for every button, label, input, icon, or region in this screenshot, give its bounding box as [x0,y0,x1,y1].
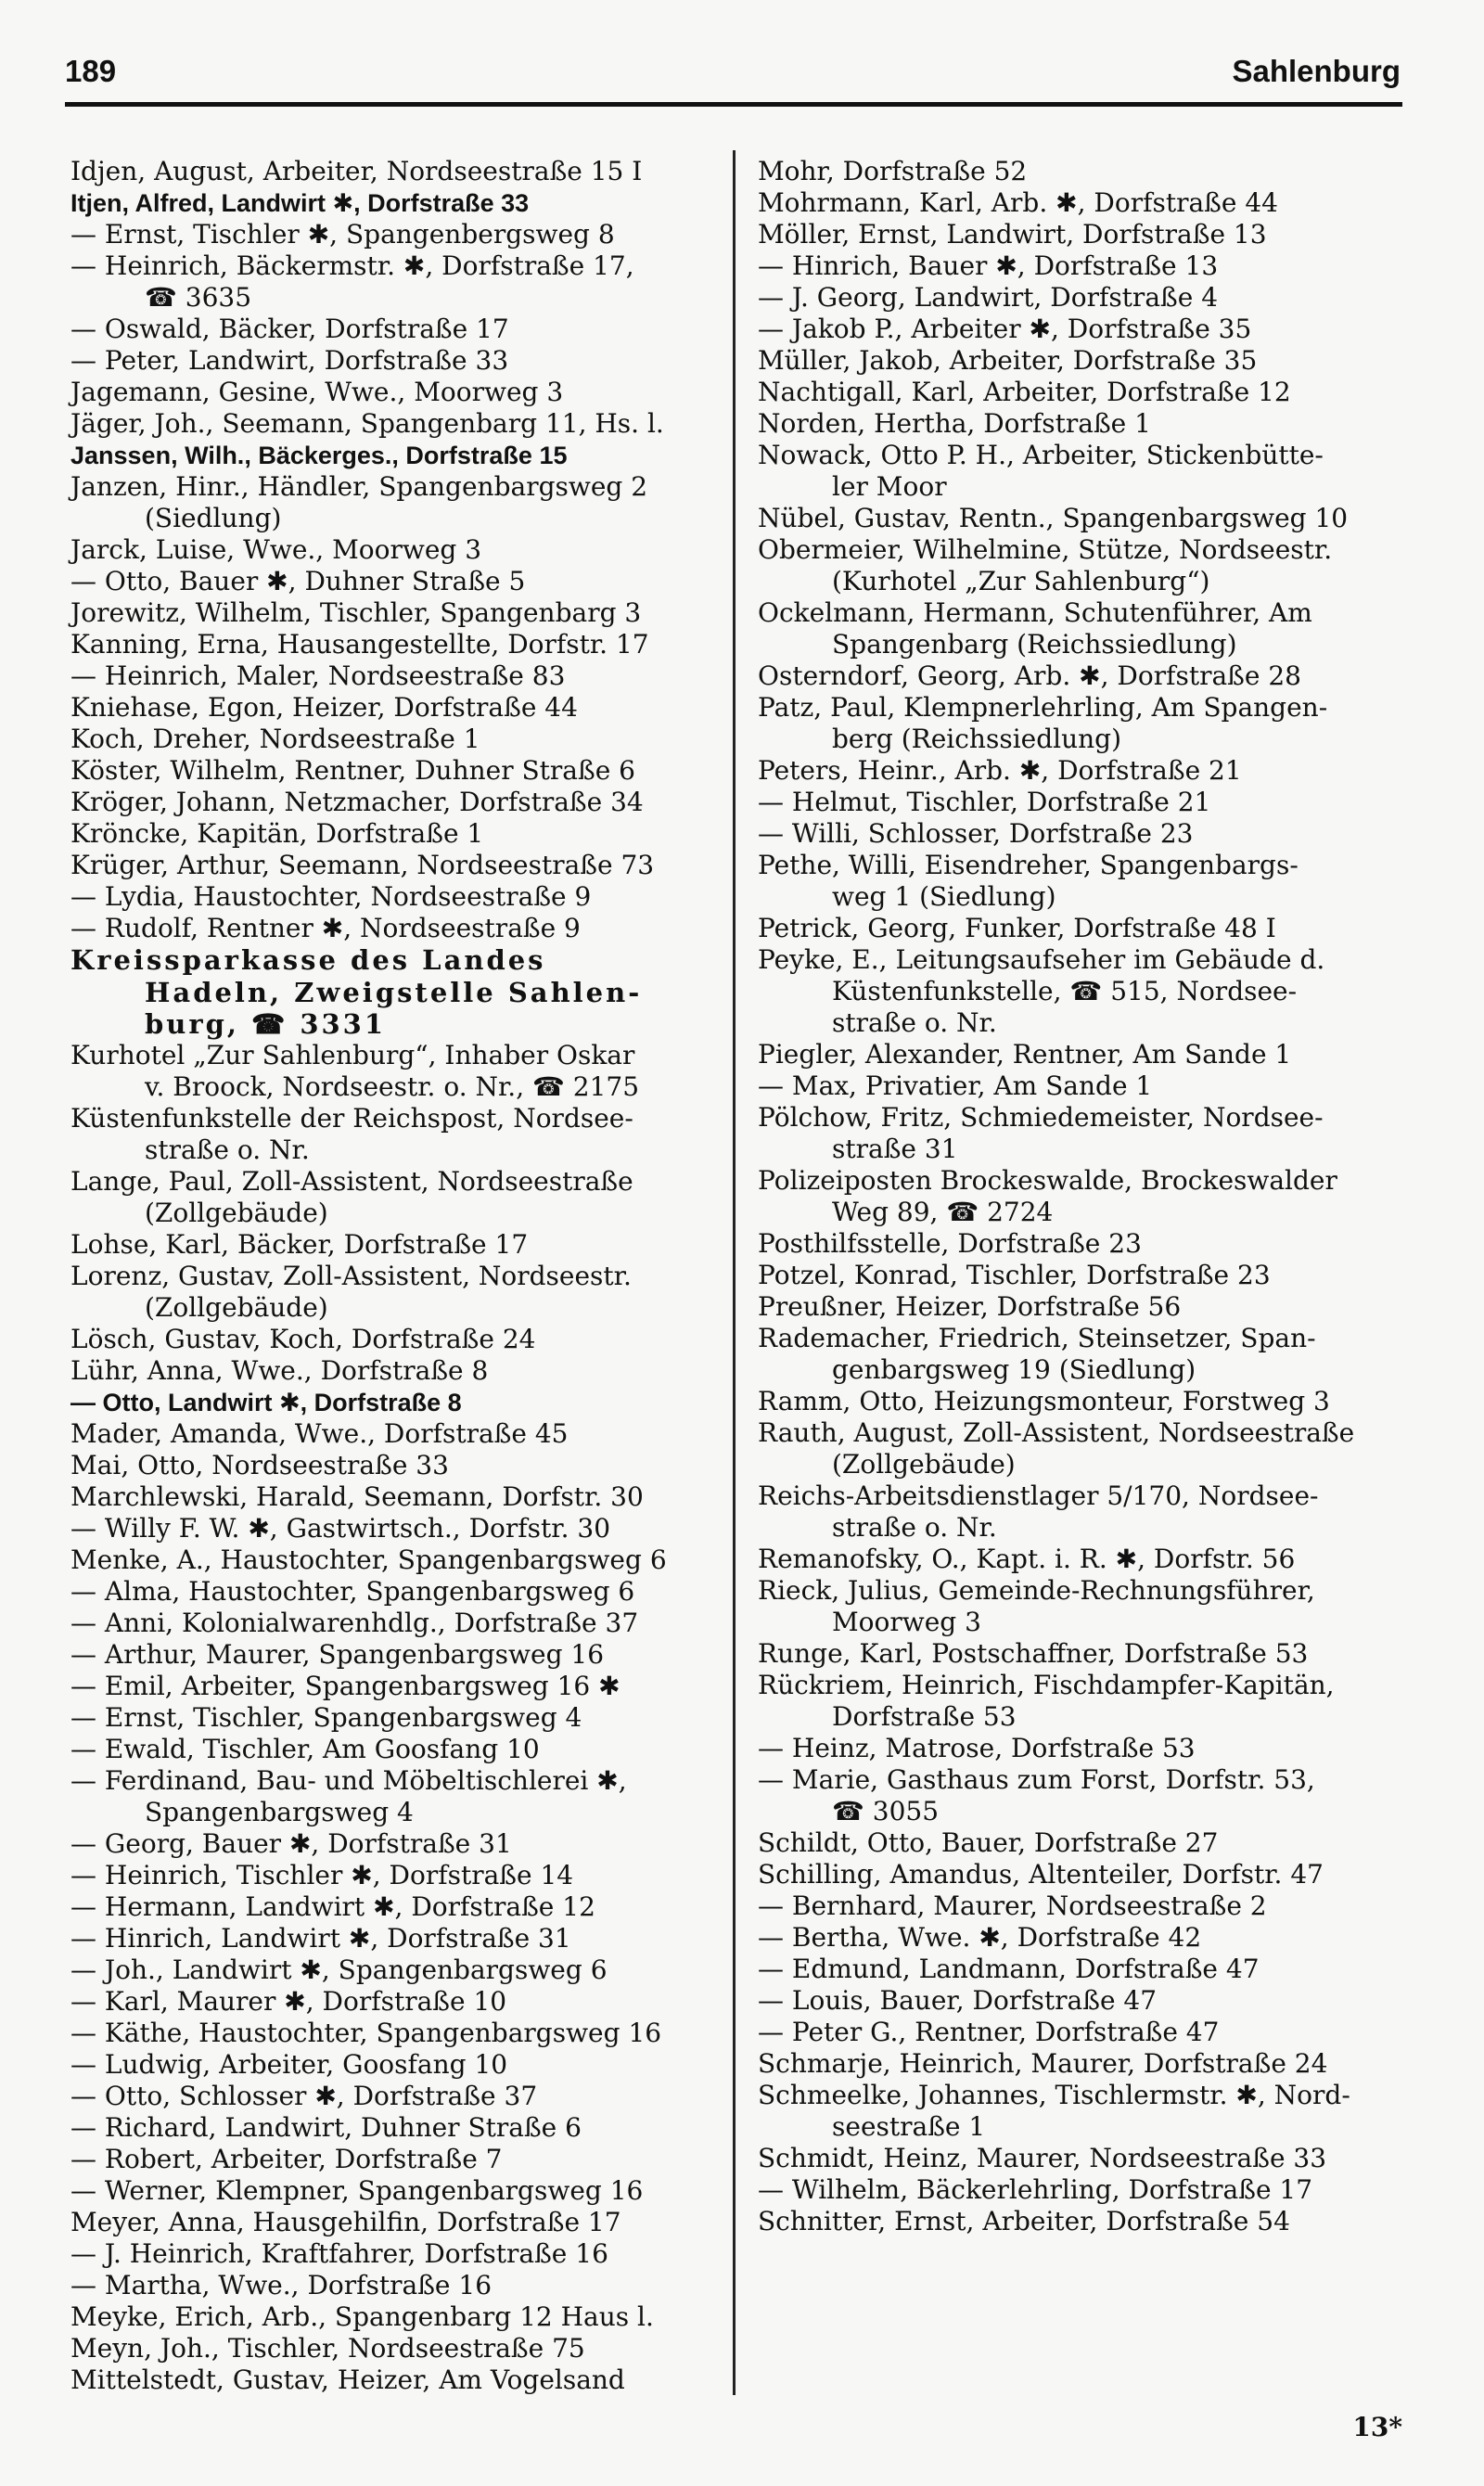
entry-continuation: straße 31 [832,1134,958,1164]
entry-text: Schilling, Amandus, Altenteiler, Dorfstr. 47 [758,1859,1324,1890]
directory-entry [70,1166,720,1229]
directory-entry [70,913,720,944]
entry-text: — Heinz, Matrose, Dorfstraße 53 [758,1733,1196,1763]
entry-continuation: berg (Reichssiedlung) [832,724,1122,754]
directory-entry [758,1544,1416,1575]
entry-text: Lorenz, Gustav, Zoll-Assistent, Nordseestr. [70,1261,632,1291]
directory-entry [70,1986,720,2018]
entry-text: Pethe, Willi, Eisendreher, Spangenbargs- [758,850,1298,880]
entry-text: — Lydia, Haustochter, Nordseestraße 9 [70,881,592,912]
directory-entry [758,1575,1416,1638]
entry-continuation: (Zollgebäude) [145,1198,328,1228]
directory-entry [758,440,1416,503]
directory-entry [70,345,720,377]
directory-entry [70,2144,720,2175]
entry-text: — Ferdinand, Bau- und Möbeltischlerei ✱, [70,1765,627,1796]
directory-entry [70,250,720,314]
directory-entry [758,597,1416,660]
entry-continuation: (Siedlung) [145,503,282,533]
entry-text: — Werner, Klempner, Spangenbargsweg 16 [70,2175,644,2206]
entry-continuation: Spangenbarg (Reichssiedlung) [832,629,1237,660]
entry-text: Schildt, Otto, Bauer, Dorfstraße 27 [758,1827,1219,1858]
directory-entry [70,1891,720,1923]
directory-entry [758,1039,1416,1070]
directory-entry [70,1229,720,1261]
entry-text: Schmarje, Heinrich, Maurer, Dorfstraße 24 [758,2048,1328,2079]
directory-entry [70,1418,720,1450]
entry-text: — Willi, Schlosser, Dorfstraße 23 [758,818,1194,849]
directory-entry [70,314,720,345]
directory-entry [70,1324,720,1355]
directory-entry [758,282,1416,314]
entry-text: Rauth, August, Zoll-Assistent, Nordseestraße [758,1417,1355,1448]
directory-entry [70,1261,720,1324]
directory-entry [758,1670,1416,1733]
directory-entry [70,1450,720,1481]
directory-entry [70,2175,720,2207]
entry-continuation: ☎ 3055 [832,1796,940,1826]
directory-entry [70,1103,720,1166]
entry-text: Küstenfunkstelle der Reichspost, Nordsee- [70,1103,633,1134]
entry-continuation: Dorfstraße 53 [832,1701,1017,1732]
directory-entry [70,566,720,597]
directory-entry [758,219,1416,250]
directory-entry [758,850,1416,913]
entry-text: — Wilhelm, Bäckerlehrling, Dorfstraße 17 [758,2174,1313,2205]
directory-entry [758,250,1416,282]
entry-text: — Otto, Schlosser ✱, Dorfstraße 37 [70,2081,538,2111]
entry-text: — Ludwig, Arbeiter, Goosfang 10 [70,2049,508,2080]
entry-text: Peyke, E., Leitungsaufseher im Gebäude d. [758,944,1325,975]
entry-text: — Karl, Maurer ✱, Dorfstraße 10 [70,1986,507,2017]
entry-text: Marchlewski, Harald, Seemann, Dorfstr. 30 [70,1481,644,1512]
entry-text: Köster, Wilhelm, Rentner, Duhner Straße 6 [70,755,635,786]
directory-entry [758,818,1416,850]
entry-continuation: Moorweg 3 [832,1607,981,1637]
entry-text: Kanning, Erna, Hausangestellte, Dorfstr. 17 [70,629,649,660]
entry-text: Lühr, Anna, Wwe., Dorfstraße 8 [70,1355,489,1386]
directory-entry [758,692,1416,755]
entry-text: — Louis, Bauer, Dorfstraße 47 [758,1985,1158,2016]
entry-text: Müller, Jakob, Arbeiter, Dorfstraße 35 [758,345,1258,376]
directory-entry [70,692,720,724]
entry-text: Krüger, Arthur, Seemann, Nordseestraße 73 [70,850,655,880]
entry-text: Meyn, Joh., Tischler, Nordseestraße 75 [70,2333,585,2364]
entry-text: — Käthe, Haustochter, Spangenbargsweg 16 [70,2018,662,2048]
entry-continuation: v. Broock, Nordseestr. o. Nr., ☎ 2175 [145,1071,640,1102]
directory-entry [758,1165,1416,1228]
entry-text: Polizeiposten Brockeswalde, Brockeswalder [758,1165,1337,1196]
directory-entry [70,597,720,629]
entry-text: — Hinrich, Bauer ✱, Dorfstraße 13 [758,250,1219,281]
entry-text: Pölchow, Fritz, Schmiedemeister, Nordsee- [758,1102,1324,1133]
directory-entry [758,1827,1416,1859]
directory-entry [758,2143,1416,2174]
directory-entry [758,1764,1416,1827]
directory-entry [70,1040,720,1103]
directory-entry [758,1323,1416,1386]
directory-entry [758,1260,1416,1291]
entry-text: — Emil, Arbeiter, Spangenbargsweg 16 ✱ [70,1671,620,1701]
directory-entry [758,660,1416,692]
entry-text: Mittelstedt, Gustav, Heizer, Am Vogelsand [70,2364,625,2395]
directory-entry [758,1070,1416,1102]
entry-text: Rieck, Julius, Gemeinde-Rechnungsführer, [758,1575,1315,1606]
directory-entry [758,2206,1416,2237]
directory-entry [70,2270,720,2301]
entry-text: Posthilfsstelle, Dorfstraße 23 [758,1228,1142,1259]
entry-text: Peters, Heinr., Arb. ✱, Dorfstraße 21 [758,755,1242,786]
page-number: 189 [65,54,117,88]
directory-entry [70,2301,720,2333]
entry-text: Kurhotel „Zur Sahlenburg“, Inhaber Oskar [70,1040,635,1070]
entry-text: Mohr, Dorfstraße 52 [758,156,1028,186]
entry-text: Nübel, Gustav, Rentn., Spangenbargsweg 10 [758,503,1349,533]
directory-entry [70,660,720,692]
entry-text: Nowack, Otto P. H., Arbeiter, Stickenbütte- [758,440,1324,470]
entry-continuation: burg, ☎ 3331 [145,1008,387,1040]
entry-text: Ockelmann, Hermann, Schutenführer, Am [758,597,1312,628]
entry-text: Kreissparkasse des Landes [70,944,546,976]
directory-entry [70,377,720,408]
entry-text: — Peter, Landwirt, Dorfstraße 33 [70,345,509,376]
entry-text: — Richard, Landwirt, Duhner Straße 6 [70,2112,582,2143]
right-column [758,156,1416,2237]
entry-text: — Jakob P., Arbeiter ✱, Dorfstraße 35 [758,314,1252,344]
entry-text: Petrick, Georg, Funker, Dorfstraße 48 I [758,913,1276,943]
entry-text: — Marie, Gasthaus zum Forst, Dorfstr. 53, [758,1764,1315,1795]
entry-text: — Heinrich, Maler, Nordseestraße 83 [70,660,566,691]
directory-entry [758,1291,1416,1323]
directory-entry [70,1671,720,1702]
directory-entry [758,913,1416,944]
entry-text: — Anni, Kolonialwarenhdlg., Dorfstraße 37 [70,1608,639,1638]
running-head: Sahlenburg [1232,54,1401,88]
entry-text: — Ernst, Tischler ✱, Spangenbergsweg 8 [70,219,615,250]
directory-entry [70,1544,720,1576]
entry-text: Itjen, Alfred, Landwirt ✱, Dorfstraße 33 [70,189,530,217]
column-divider [733,150,736,2395]
entry-text: Schnitter, Ernst, Arbeiter, Dorfstraße 54 [758,2206,1290,2236]
entry-text: Patz, Paul, Klempnerlehrling, Am Spangen- [758,692,1328,723]
entry-continuation: Hadeln, Zweigstelle Sahlen- [145,977,643,1008]
directory-entry [758,1890,1416,1922]
entry-text: — Ernst, Tischler, Spangenbargsweg 4 [70,1702,582,1733]
entry-text: Ramm, Otto, Heizungsmonteur, Forstweg 3 [758,1386,1330,1416]
entry-text: Menke, A., Haustochter, Spangenbargsweg 6 [70,1544,667,1575]
directory-entry [70,1734,720,1765]
entry-continuation: Weg 89, ☎ 2724 [832,1197,1054,1227]
entry-text: — Joh., Landwirt ✱, Spangenbargsweg 6 [70,1954,608,1985]
entry-text: Kröncke, Kapitän, Dorfstraße 1 [70,818,484,849]
entry-text: Norden, Hertha, Dorfstraße 1 [758,408,1151,439]
left-column [70,156,720,2396]
entry-continuation: weg 1 (Siedlung) [832,881,1056,912]
entry-text: — Martha, Wwe., Dorfstraße 16 [70,2270,493,2300]
directory-entry [70,1860,720,1891]
entry-text: Meyer, Anna, Hausgehilfin, Dorfstraße 17 [70,2207,621,2237]
entry-continuation: ler Moor [832,471,947,502]
directory-entry [70,1608,720,1639]
directory-entry [70,156,720,187]
entry-text: — Robert, Arbeiter, Dorfstraße 7 [70,2144,503,2174]
entry-text: Schmidt, Heinz, Maurer, Nordseestraße 33 [758,2143,1327,2173]
entry-text: Osterndorf, Georg, Arb. ✱, Dorfstraße 28 [758,660,1301,691]
directory-entry [758,1228,1416,1260]
entry-text: — Heinrich, Tischler ✱, Dorfstraße 14 [70,1860,574,1890]
entry-text: — Alma, Haustochter, Spangenbargsweg 6 [70,1576,635,1607]
entry-continuation: Spangenbargsweg 4 [145,1797,414,1827]
directory-entry [758,2080,1416,2143]
page-header [65,54,1401,100]
entry-text: — Helmut, Tischler, Dorfstraße 21 [758,787,1211,817]
entry-text: Koch, Dreher, Nordseestraße 1 [70,724,480,754]
directory-entry [70,1355,720,1387]
directory-entry [70,881,720,913]
directory-entry [758,408,1416,440]
entry-text: Jagemann, Gesine, Wwe., Moorweg 3 [70,377,564,407]
entry-text: — Heinrich, Bäckermstr. ✱, Dorfstraße 17, [70,250,634,281]
directory-entry [70,440,720,471]
entry-continuation: (Zollgebäude) [832,1449,1016,1480]
directory-entry [70,1513,720,1544]
entry-text: — Edmund, Landmann, Dorfstraße 47 [758,1954,1260,1984]
directory-entry [70,2238,720,2270]
entry-text: — Peter G., Rentner, Dorfstraße 47 [758,2017,1220,2047]
directory-entry [758,1733,1416,1764]
directory-entry [758,377,1416,408]
header-rule [65,102,1402,107]
entry-text: — Georg, Bauer ✱, Dorfstraße 31 [70,1828,512,1859]
entry-text: Obermeier, Wilhelmine, Stütze, Nordseestr. [758,534,1333,565]
directory-entry [70,534,720,566]
entry-text: — Arthur, Maurer, Spangenbargsweg 16 [70,1639,605,1670]
directory-entry [70,1954,720,1986]
entry-continuation: genbargsweg 19 (Siedlung) [832,1354,1196,1385]
entry-text: — Oswald, Bäcker, Dorfstraße 17 [70,314,509,344]
entry-text: Remanofsky, O., Kapt. i. R. ✱, Dorfstr. 56 [758,1544,1296,1574]
entry-text: Rademacher, Friedrich, Steinsetzer, Span- [758,1323,1316,1353]
directory-entry [758,787,1416,818]
directory-entry [758,187,1416,219]
directory-entry [758,156,1416,187]
entry-text: Lösch, Gustav, Koch, Dorfstraße 24 [70,1324,536,1354]
directory-entry [70,2049,720,2081]
entry-text: — Hermann, Landwirt ✱, Dorfstraße 12 [70,1891,595,1922]
entry-text: Mohrmann, Karl, Arb. ✱, Dorfstraße 44 [758,187,1278,218]
directory-entry [70,755,720,787]
directory-entry [758,1859,1416,1890]
entry-text: — Willy F. W. ✱, Gastwirtsch., Dorfstr. 30 [70,1513,611,1544]
directory-entry [70,408,720,440]
directory-entry [758,503,1416,534]
directory-entry [758,755,1416,787]
directory-entry [758,1638,1416,1670]
directory-entry [70,1828,720,1860]
directory-entry [758,1102,1416,1165]
entry-text: — Bernhard, Maurer, Nordseestraße 2 [758,1890,1267,1921]
directory-entry [70,1923,720,1954]
directory-entry [70,724,720,755]
directory-entry [758,345,1416,377]
entry-text: — Ewald, Tischler, Am Goosfang 10 [70,1734,540,1764]
directory-entry [70,850,720,881]
directory-entry [758,944,1416,1039]
directory-entry [70,1387,720,1418]
directory-entry [758,1480,1416,1544]
entry-text: Lohse, Karl, Bäcker, Dorfstraße 17 [70,1229,529,1260]
directory-entry [758,1386,1416,1417]
entry-text: — J. Georg, Landwirt, Dorfstraße 4 [758,282,1219,313]
directory-entry [70,187,720,219]
directory-entry [758,2017,1416,2048]
entry-text: Mai, Otto, Nordseestraße 33 [70,1450,449,1480]
entry-text: Janzen, Hinr., Händler, Spangenbargsweg 2 [70,471,648,502]
directory-entry [70,787,720,818]
directory-entry [70,1481,720,1513]
entry-text: Mader, Amanda, Wwe., Dorfstraße 45 [70,1418,569,1449]
entry-text: — J. Heinrich, Kraftfahrer, Dorfstraße 16 [70,2238,608,2269]
entry-text: Preußner, Heizer, Dorfstraße 56 [758,1291,1182,1322]
directory-entry [70,1639,720,1671]
entry-continuation: straße o. Nr. [145,1134,310,1165]
directory-entry [70,471,720,534]
entry-text: Möller, Ernst, Landwirt, Dorfstraße 13 [758,219,1267,250]
directory-entry [70,1765,720,1828]
entry-continuation: straße o. Nr. [832,1007,997,1038]
entry-text: — Max, Privatier, Am Sande 1 [758,1070,1153,1101]
entry-text: Potzel, Konrad, Tischler, Dorfstraße 23 [758,1260,1271,1290]
directory-entry [758,1985,1416,2017]
entry-text: Lange, Paul, Zoll-Assistent, Nordseestraße [70,1166,633,1197]
directory-entry [70,2364,720,2396]
entry-continuation: seestraße 1 [832,2111,986,2142]
directory-entry [70,2081,720,2112]
directory-entry [70,818,720,850]
entry-text: Jarck, Luise, Wwe., Moorweg 3 [70,534,482,565]
directory-entry [758,1417,1416,1480]
signature-mark: 13* [1352,2412,1402,2442]
directory-entry [70,2112,720,2144]
entry-continuation: straße o. Nr. [832,1512,997,1543]
directory-entry [758,1922,1416,1954]
entry-text: — Rudolf, Rentner ✱, Nordseestraße 9 [70,913,581,943]
directory-entry [70,2333,720,2364]
entry-text: Reichs-Arbeitsdienstlager 5/170, Nordsee- [758,1480,1319,1511]
entry-continuation: (Zollgebäude) [145,1292,328,1323]
entry-text: — Otto, Bauer ✱, Duhner Straße 5 [70,566,526,596]
directory-entry [70,629,720,660]
entry-text: — Bertha, Wwe. ✱, Dorfstraße 42 [758,1922,1202,1953]
directory-entry [758,2174,1416,2206]
directory-entry [70,2018,720,2049]
entry-text: Meyke, Erich, Arb., Spangenbarg 12 Haus l. [70,2301,654,2332]
directory-entry [758,2048,1416,2080]
entry-text: Kröger, Johann, Netzmacher, Dorfstraße 34 [70,787,644,817]
entry-text: Nachtigall, Karl, Arbeiter, Dorfstraße 12 [758,377,1291,407]
entry-text: Janssen, Wilh., Bäckerges., Dorfstraße 15 [70,442,568,469]
directory-entry [70,944,720,1040]
entry-text: — Otto, Landwirt ✱, Dorfstraße 8 [70,1389,462,1416]
directory-entry [70,1702,720,1734]
entry-text: Jorewitz, Wilhelm, Tischler, Spangenbarg 3 [70,597,642,628]
entry-text: Idjen, August, Arbeiter, Nordseestraße 15 I [70,156,643,186]
directory-entry [70,1576,720,1608]
entry-text: Jäger, Joh., Seemann, Spangenbarg 11, Hs. l. [70,408,664,439]
directory-entry [758,314,1416,345]
entry-text: Runge, Karl, Postschaffner, Dorfstraße 53 [758,1638,1309,1669]
entry-text: Rückriem, Heinrich, Fischdampfer-Kapitän, [758,1670,1335,1700]
directory-entry [70,219,720,250]
entry-text: Kniehase, Egon, Heizer, Dorfstraße 44 [70,692,578,723]
entry-text: — Hinrich, Landwirt ✱, Dorfstraße 31 [70,1923,571,1954]
entry-continuation: (Kurhotel „Zur Sahlenburg“) [832,566,1210,596]
directory-entry [70,2207,720,2238]
directory-entry [758,1954,1416,1985]
directory-entry [758,534,1416,597]
entry-text: Schmeelke, Johannes, Tischlermstr. ✱, Nord- [758,2080,1350,2110]
entry-continuation: ☎ 3635 [145,282,252,313]
entry-continuation: Küstenfunkstelle, ☎ 515, Nordsee- [832,976,1298,1006]
entry-text: Piegler, Alexander, Rentner, Am Sande 1 [758,1039,1292,1070]
